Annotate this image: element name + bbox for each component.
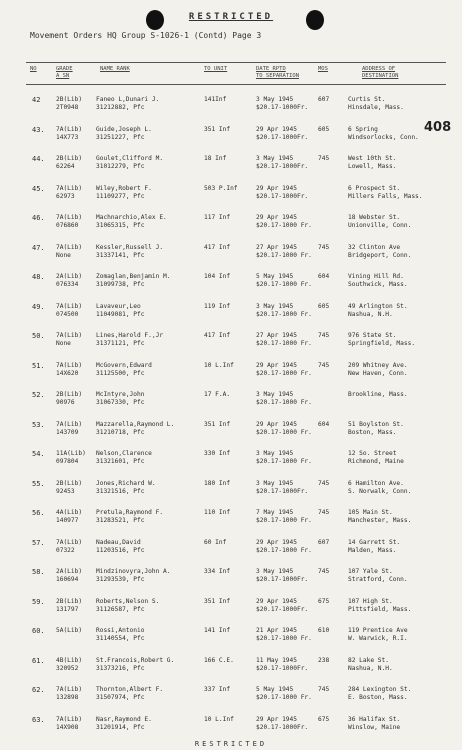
grade: 7A(Lib) — [56, 332, 83, 339]
serial-ref: 097804 — [56, 458, 79, 465]
unit: 417 Inf — [204, 243, 231, 251]
address-street: Curtis St. — [348, 96, 386, 103]
row-number: 48. — [32, 273, 45, 281]
report-date: 3 May 1945 — [256, 450, 294, 457]
soldier-name: Faneo L,Dunari J. — [96, 96, 160, 103]
row-number: 42 — [32, 96, 41, 104]
row-number: 55. — [32, 479, 45, 488]
page-number: 408 — [424, 120, 452, 135]
address-street: 284 Lexington St. — [348, 686, 412, 693]
serial-ref: 131797 — [56, 605, 79, 613]
mos-code: 238 — [318, 656, 330, 664]
grade: 2A(Lib) — [56, 273, 83, 280]
mos-code: 745 — [318, 568, 330, 575]
header-grade: GRADE A SN — [56, 66, 73, 79]
serial-ref: 62973 — [56, 192, 75, 200]
pay-amount: $20.17-1000Fr. — [256, 605, 309, 613]
pay-amount: $20.17-1000 Fr. — [256, 310, 312, 318]
serial-rank: 31507974, Pfc — [96, 694, 145, 701]
report-date: 29 Apr 1945 — [256, 184, 297, 192]
soldier-name: Jones,Richard W. — [96, 479, 156, 487]
pay-amount: $20.17-1000 Fr. — [256, 694, 312, 701]
serial-ref: None — [56, 251, 71, 259]
header-date: DATE RPTD TO SEPARATION — [256, 66, 300, 79]
report-date: 29 Apr 1945 — [256, 420, 297, 428]
unit: 351 Inf — [204, 597, 231, 605]
address-street: 51 Boylston St. — [348, 420, 404, 428]
row-number: 59. — [32, 597, 45, 606]
address-city: Millers Falls, Mass. — [348, 192, 423, 200]
address-street: 32 Clinton Ave — [348, 243, 401, 251]
mos-code: 604 — [318, 273, 330, 280]
soldier-name: Lavaveur,Leo — [96, 302, 141, 310]
row-number: 57. — [32, 538, 45, 547]
row-number: 51. — [32, 361, 45, 370]
row-number: 46. — [32, 214, 45, 222]
address-street: 976 State St. — [348, 332, 397, 339]
document-title: Movement Orders HQ Group S-1026-1 (Contd) Page 3 — [30, 31, 262, 40]
grade: 2B(Lib) — [56, 597, 83, 605]
serial-rank: 31125500, Pfc — [96, 369, 145, 377]
address-street: 18 Webster St. — [348, 214, 401, 221]
grade: 7A(Lib) — [56, 243, 83, 251]
unit: 334 Inf — [204, 568, 231, 575]
header-rule-top — [26, 62, 446, 63]
serial-rank: 31371121, Pfc — [96, 340, 145, 347]
serial-ref: 90976 — [56, 399, 75, 406]
mos-code: 605 — [318, 125, 330, 133]
report-date: 3 May 1945 — [256, 568, 294, 575]
soldier-name: Mindzinovyra,John A. — [96, 568, 171, 575]
grade: 2B(Lib) — [56, 155, 83, 162]
grade: 7A(Lib) — [56, 302, 83, 310]
mos-code: 675 — [318, 597, 330, 605]
address-city: Lowell, Mass. — [348, 163, 397, 170]
soldier-name: Machnarchio,Alex E. — [96, 214, 167, 221]
pay-amount: $20.17-1000 Fr. — [256, 369, 312, 377]
mos-code: 605 — [318, 302, 330, 310]
soldier-name: Wiley,Robert F. — [96, 184, 152, 192]
unit: 117 Inf — [204, 214, 231, 221]
serial-rank: 31293539, Pfc — [96, 576, 145, 583]
soldier-name: McIntyre,John — [96, 391, 145, 398]
serial-ref: 14X908 — [56, 723, 79, 731]
row-number: 54. — [32, 450, 45, 458]
unit: 17 F.A. — [204, 391, 231, 398]
soldier-name: Lines,Harold F.,Jr — [96, 332, 164, 339]
mos-code: 745 — [318, 509, 330, 516]
address-street: 107 High St. — [348, 597, 393, 605]
unit: 337 Inf — [204, 686, 231, 693]
report-date: 5 May 1945 — [256, 686, 294, 693]
report-date: 29 Apr 1945 — [256, 715, 297, 723]
serial-ref: 074500 — [56, 310, 79, 318]
serial-ref: 07322 — [56, 546, 75, 554]
mos-code: 745 — [318, 479, 330, 487]
report-date: 29 Apr 1945 — [256, 125, 297, 133]
soldier-name: Nelson,Clarence — [96, 450, 152, 457]
address-street: 105 Main St. — [348, 509, 393, 516]
unit: 104 Inf — [204, 273, 231, 280]
header-rule-bottom — [26, 84, 446, 85]
grade: 2B(Lib) — [56, 479, 83, 487]
grade: 4B(Lib) — [56, 656, 83, 664]
mos-code: 745 — [318, 686, 330, 693]
soldier-name: Rossi,Antonio — [96, 627, 145, 634]
address-street: Vining Hill Rd. — [348, 273, 404, 280]
address-city: Unionville, Conn. — [348, 222, 412, 229]
address-city: Southwick, Mass. — [348, 281, 408, 288]
serial-rank: 11203516, Pfc — [96, 546, 145, 554]
grade: 7A(Lib) — [56, 686, 83, 693]
serial-rank: 31140554, Pfc — [96, 635, 145, 642]
grade: 7A(Lib) — [56, 715, 83, 723]
unit: 330 Inf — [204, 450, 231, 457]
unit: 417 Inf — [204, 332, 231, 339]
serial-ref: 076334 — [56, 281, 79, 288]
row-number: 62. — [32, 686, 45, 694]
serial-ref: 143709 — [56, 428, 79, 436]
grade: 5A(Lib) — [56, 627, 83, 634]
mos-code: 607 — [318, 96, 330, 103]
row-number: 60. — [32, 627, 45, 635]
soldier-name: Goulet,Clifford M. — [96, 155, 164, 162]
unit: 166 C.E. — [204, 656, 234, 664]
unit: 60 Inf — [204, 538, 227, 546]
soldier-name: Guide,Joseph L. — [96, 125, 152, 133]
header-mos: MOS — [318, 66, 328, 72]
serial-rank: 31337141, Pfc — [96, 251, 145, 259]
pay-amount: $20.17-1000Fr. — [256, 104, 309, 111]
pay-amount: $20.17-1000Fr. — [256, 487, 309, 495]
grade: 11A(Lib) — [56, 450, 86, 457]
serial-ref: 320952 — [56, 664, 79, 672]
report-date: 5 May 1945 — [256, 273, 294, 280]
address-city: Springfield, Mass. — [348, 340, 416, 347]
serial-rank: 31321516, Pfc — [96, 487, 145, 495]
row-number: 52. — [32, 391, 45, 399]
address-city: Manchester, Mass. — [348, 517, 412, 524]
pay-amount: $20.17-1000Fr. — [256, 723, 309, 731]
address-street: 14 Garrett St. — [348, 538, 401, 546]
pay-amount: $20.17-1000Fr. — [256, 133, 309, 141]
mos-code: 607 — [318, 538, 330, 546]
header-no: NO — [30, 66, 37, 72]
address-street: 6 Spring — [348, 125, 378, 133]
serial-rank: 31283521, Pfc — [96, 517, 145, 524]
address-street: West 10th St. — [348, 155, 397, 162]
pay-amount: $20.17-1000 Fr. — [256, 251, 312, 259]
row-number: 63. — [32, 715, 45, 724]
pay-amount: $20.17-1000Fr. — [256, 192, 309, 200]
address-street: 209 Whitney Ave. — [348, 361, 408, 369]
soldier-name: Pretula,Raymond F. — [96, 509, 164, 516]
report-date: 29 Apr 1945 — [256, 214, 297, 221]
address-street: 6 Hamilton Ave. — [348, 479, 404, 487]
pay-amount: $20.17-1000Fr. — [256, 576, 309, 583]
serial-rank: 31201914, Pfc — [96, 723, 145, 731]
address-city: Pittsfield, Mass. — [348, 605, 412, 613]
report-date: 7 May 1945 — [256, 509, 294, 516]
grade: 4A(Lib) — [56, 509, 83, 516]
address-city: Stratford, Conn. — [348, 576, 408, 583]
unit: 110 Inf — [204, 509, 231, 516]
mos-code: 745 — [318, 361, 330, 369]
address-street: 36 Halifax St. — [348, 715, 401, 723]
serial-rank: 11109277, Pfc — [96, 192, 145, 200]
report-date: 29 Apr 1945 — [256, 538, 297, 546]
pay-amount: $20.17-1000 Fr. — [256, 399, 312, 406]
address-city: Bridgeport, Conn. — [348, 251, 412, 259]
unit: 141Inf — [204, 96, 227, 103]
grade: 7A(Lib) — [56, 125, 83, 133]
grade: 7A(Lib) — [56, 361, 83, 369]
report-date: 21 Apr 1945 — [256, 627, 297, 634]
pay-amount: $20.17-1000 Fr. — [256, 222, 312, 229]
unit: 503 P.Inf — [204, 184, 238, 192]
report-date: 3 May 1945 — [256, 96, 294, 103]
address-city: Malden, Mass. — [348, 546, 397, 554]
serial-rank: 11049081, Pfc — [96, 310, 145, 318]
row-number: 44. — [32, 155, 45, 163]
mos-code: 745 — [318, 243, 330, 251]
address-street: 6 Prospect St. — [348, 184, 401, 192]
soldier-name: McGovern,Edward — [96, 361, 152, 369]
address-city: New Haven, Conn. — [348, 369, 408, 377]
report-date: 27 Apr 1945 — [256, 332, 297, 339]
row-number: 47. — [32, 243, 45, 252]
serial-ref: None — [56, 340, 71, 347]
soldier-name: Roberts,Nelson S. — [96, 597, 160, 605]
serial-ref: 14X773 — [56, 133, 79, 141]
serial-ref: 62264 — [56, 163, 75, 170]
report-date: 29 Apr 1945 — [256, 597, 297, 605]
soldier-name: Zomaglan,Benjamin M. — [96, 273, 171, 280]
address-city: Nashua, N.H. — [348, 310, 393, 318]
serial-rank: 31067330, Pfc — [96, 399, 145, 406]
report-date: 3 May 1945 — [256, 391, 294, 398]
pay-amount: $20.17-1000 Fr. — [256, 340, 312, 347]
address-city: Nashua, N.H. — [348, 664, 393, 672]
serial-ref: 92453 — [56, 487, 75, 495]
report-date: 27 Apr 1945 — [256, 243, 297, 251]
report-date: 11 May 1945 — [256, 656, 297, 664]
soldier-name: St.Francois,Robert G. — [96, 656, 175, 664]
address-street: 12 So. Street — [348, 450, 397, 457]
row-number: 56. — [32, 509, 45, 517]
row-number: 58. — [32, 568, 45, 576]
row-number: 50. — [32, 332, 45, 340]
serial-rank: 31210718, Pfc — [96, 428, 145, 436]
unit: 10 L.Inf — [204, 715, 234, 723]
pay-amount: $20.17-1000 Fr. — [256, 428, 312, 436]
serial-rank: 31099738, Pfc — [96, 281, 145, 288]
address-city: Windsorlocks, Conn. — [348, 133, 419, 141]
row-number: 45. — [32, 184, 45, 193]
pay-amount: $20.17-1000 Fr. — [256, 635, 312, 642]
soldier-name: Mazzarella,Raymond L. — [96, 420, 175, 428]
serial-rank: 31373216, Pfc — [96, 664, 145, 672]
report-date: 3 May 1945 — [256, 479, 294, 487]
serial-ref: 14X620 — [56, 369, 79, 377]
address-street: 49 Arlington St. — [348, 302, 408, 310]
serial-rank: 31321601, Pfc — [96, 458, 145, 465]
pay-amount: $20.17-1000 Fr. — [256, 546, 312, 554]
address-street: Brookline, Mass. — [348, 391, 408, 398]
pay-amount: $20.17-1000Fr. — [256, 664, 309, 672]
serial-rank: 31065315, Pfc — [96, 222, 145, 229]
mos-code: 604 — [318, 420, 330, 428]
serial-rank: 31212882, Pfc — [96, 104, 145, 111]
grade: 7A(Lib) — [56, 184, 83, 192]
address-city: S. Norwalk, Conn. — [348, 487, 412, 495]
unit: 351 Inf — [204, 125, 231, 133]
header-name: NAME RANK — [100, 66, 130, 72]
mos-code: 610 — [318, 627, 330, 634]
header-address: ADDRESS OF DESTINATION — [362, 66, 399, 79]
address-street: 82 Lake St. — [348, 656, 389, 664]
address-city: W. Warwick, R.I. — [348, 635, 408, 642]
unit: 351 Inf — [204, 420, 231, 428]
serial-rank: 31012279, Pfc — [96, 163, 145, 170]
address-city: E. Boston, Mass. — [348, 694, 408, 701]
grade: 7A(Lib) — [56, 538, 83, 546]
grade: 2B(Lib) — [56, 96, 83, 103]
grade: 7A(Lib) — [56, 214, 83, 221]
address-street: 107 Yale St. — [348, 568, 393, 575]
grade: 7A(Lib) — [56, 420, 83, 428]
address-city: Winslow, Maine — [348, 723, 401, 731]
pay-amount: $20.17-1000 Fr. — [256, 281, 312, 288]
unit: 119 Inf — [204, 302, 231, 310]
serial-ref: 076860 — [56, 222, 79, 229]
classification-banner-top: RESTRICTED — [188, 12, 274, 22]
soldier-name: Nadeau,David — [96, 538, 141, 546]
soldier-name: Kessler,Russell J. — [96, 243, 164, 251]
report-date: 3 May 1945 — [256, 155, 294, 162]
mos-code: 675 — [318, 715, 330, 723]
pay-amount: $20.17-1000 Fr. — [256, 458, 312, 465]
serial-rank: 31251227, Pfc — [96, 133, 145, 141]
address-city: Richmond, Maine — [348, 458, 404, 465]
row-number: 43. — [32, 125, 45, 134]
grade: 2B(Lib) — [56, 391, 83, 398]
unit: 10 L.Inf — [204, 361, 234, 369]
header-unit: TO UNIT — [204, 66, 228, 72]
unit: 18 Inf — [204, 155, 227, 162]
serial-ref: 140977 — [56, 517, 79, 524]
serial-rank: 31126587, Pfc — [96, 605, 145, 613]
serial-ref: 132898 — [56, 694, 79, 701]
row-number: 61. — [32, 656, 45, 665]
unit: 141 Inf — [204, 627, 231, 634]
row-number: 49. — [32, 302, 45, 311]
serial-ref: 2T0948 — [56, 104, 79, 111]
unit: 180 Inf — [204, 479, 231, 487]
pay-amount: $20.17-1000Fr. — [256, 163, 309, 170]
report-date: 29 Apr 1945 — [256, 361, 297, 369]
report-date: 3 May 1945 — [256, 302, 294, 310]
address-street: 119 Prentice Ave — [348, 627, 408, 634]
soldier-name: Nasr,Raymond E. — [96, 715, 152, 723]
serial-ref: 160694 — [56, 576, 79, 583]
pay-amount: $20.17-1000 Fr. — [256, 517, 312, 524]
address-city: Hinsdale, Mass. — [348, 104, 404, 111]
address-city: Boston, Mass. — [348, 428, 397, 436]
grade: 2A(Lib) — [56, 568, 83, 575]
mos-code: 745 — [318, 332, 330, 339]
classification-banner-bottom: RESTRICTED — [194, 740, 268, 748]
row-number: 53. — [32, 420, 45, 429]
soldier-name: Thornton,Albert F. — [96, 686, 164, 693]
mos-code: 745 — [318, 155, 330, 162]
